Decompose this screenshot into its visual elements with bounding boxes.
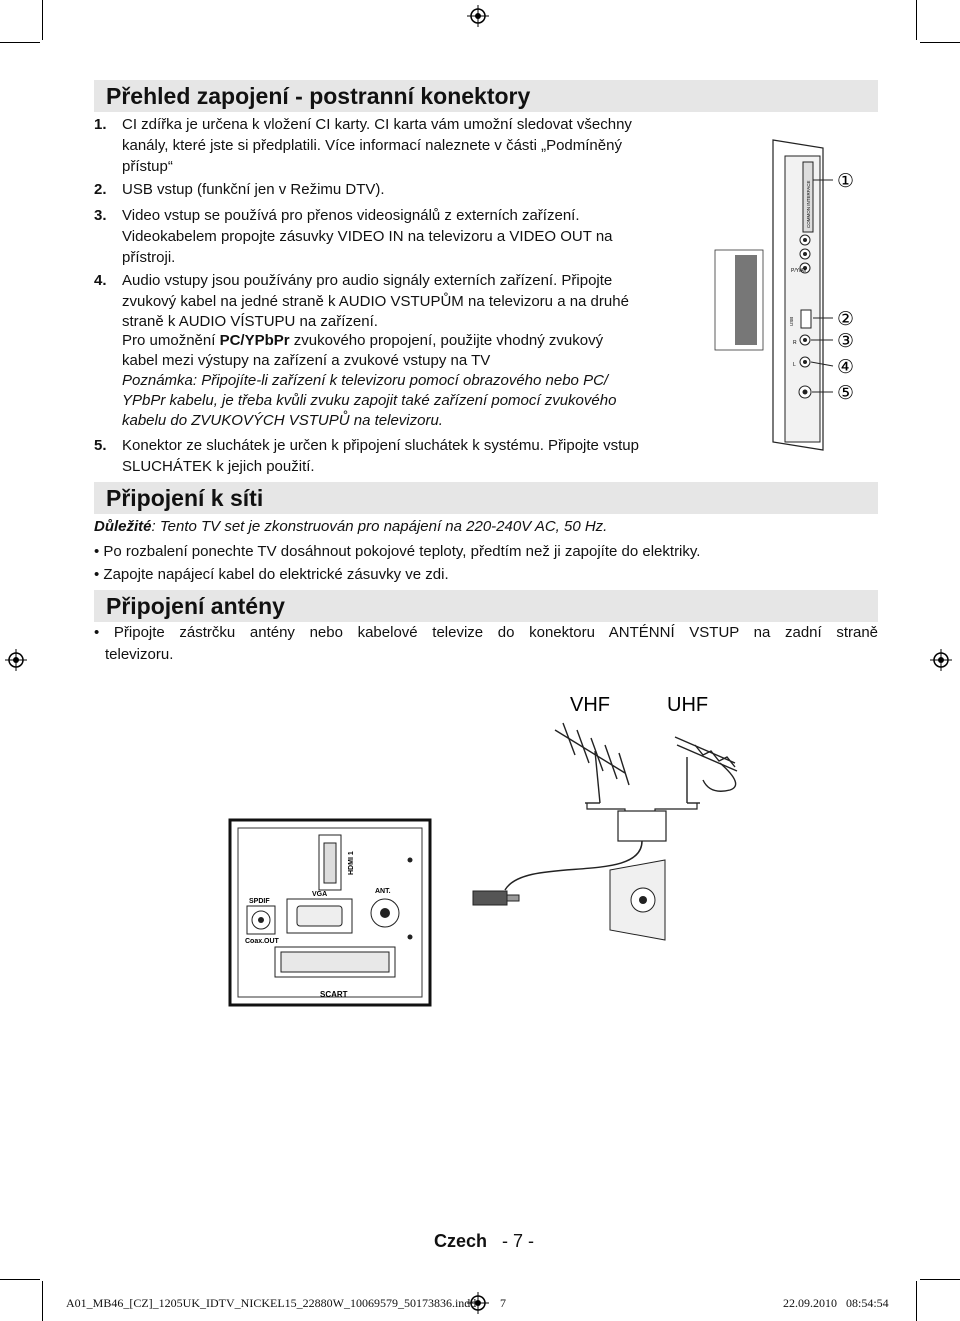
coax-plug-icon xyxy=(473,891,519,905)
registration-mark-icon xyxy=(467,5,489,27)
italic-note: Poznámka: Připojíte-li zařízení k televizoru pomocí obrazového nebo PC/ xyxy=(122,372,609,389)
important-text: : Tento TV set je zkonstruován pro napájení na 220-240V AC, 50 Hz. xyxy=(151,518,608,535)
footer-timestamp: 22.09.2010 08:54:54 xyxy=(783,1296,889,1310)
item-text: přístup“ xyxy=(122,158,173,175)
item-text: přístroji. xyxy=(122,249,176,266)
l-label: L xyxy=(793,362,796,368)
crop-mark xyxy=(42,1281,43,1321)
bullet-item: • Po rozbalení ponechte TV dosáhnout pokojové teploty, předtím než ji zapojíte do elektriky. xyxy=(94,543,701,560)
crop-mark xyxy=(916,1281,917,1321)
uhf-label: UHF xyxy=(667,694,709,716)
pc-note-post: zvukového propojení, použijte vhodný zvukový xyxy=(289,332,604,349)
r-label: R xyxy=(793,340,797,346)
item-number: 4. xyxy=(94,272,107,289)
page-number: - 7 - xyxy=(502,1231,535,1251)
usb-label: USB xyxy=(789,316,794,326)
callout-2: ② xyxy=(837,309,855,330)
wall-socket-icon xyxy=(610,860,665,940)
pc-audio-note-line2: kabel mezi výstupy na zařízení a zvukové vstupy na TV xyxy=(122,352,491,369)
item-number: 1. xyxy=(94,116,107,133)
registration-mark-icon xyxy=(5,649,27,671)
vhf-antenna-icon xyxy=(555,723,629,803)
item-text: USB vstup (funkční jen v Režimu DTV). xyxy=(122,181,385,198)
uhf-antenna-icon xyxy=(675,737,737,803)
page-number-label xyxy=(434,1231,534,1252)
item-text: Videokabelem propojte zásuvky VIDEO IN na televizoru a VIDEO OUT na xyxy=(122,228,613,245)
bullet-item: • Připojte zástrčku antény nebo kabelové televize do konektoru ANTÉNNÍ VSTUP na zadní straně xyxy=(94,624,879,641)
item-text: straně k AUDIO VÍSTUPU na zařízení. xyxy=(122,313,378,330)
crop-mark xyxy=(0,42,40,43)
item-text: Konektor ze sluchátek je určen k připojení sluchátek k systému. Připojte vstup xyxy=(122,437,639,454)
spdif-label: SPDIF xyxy=(249,898,270,905)
pc-note-bold: PC/YPbPr xyxy=(219,332,290,349)
ant-label: ANT. xyxy=(375,888,391,895)
callout-4: ④ xyxy=(837,357,855,378)
crop-mark xyxy=(920,1279,960,1280)
callout-3: ③ xyxy=(837,331,855,352)
item-text: zvukový kabel na jedné straně k AUDIO VSTUPŮM na televizoru a na druhé xyxy=(122,293,629,310)
scart-label: SCART xyxy=(320,990,348,999)
item-text: CI zdířka je určena k vložení CI karty. CI karta vám umožní sledovat všechny xyxy=(122,116,632,133)
bullet-item: • Zapojte napájecí kabel do elektrické zásuvky ve zdi. xyxy=(94,566,449,583)
section-title-side-connectors: Přehled zapojení - postranní konektory xyxy=(106,83,531,109)
pc-audio-note xyxy=(122,330,603,351)
section-title-power: Připojení k síti xyxy=(106,485,264,511)
vhf-label: VHF xyxy=(570,694,610,716)
crop-mark xyxy=(42,0,43,40)
bullet-text: Po rozbalení ponechte TV dosáhnout pokojové teploty, předtím než ji zapojíte do elektriky. xyxy=(103,543,701,560)
italic-note: YPbPr kabelu, je třeba kvůli zvuku zapojit také zařízení pomocí zvukového xyxy=(122,392,617,409)
item-number: 2. xyxy=(94,181,107,198)
bullet-text: Připojte zástrčku antény nebo kabelové televize do konektoru ANTÉNNÍ VSTUP na zadní straně xyxy=(113,624,879,641)
ci-label: COMMON INTERFACE xyxy=(806,180,811,228)
pyv-label: P/Y/AV xyxy=(791,268,807,274)
important-label: Důležité xyxy=(94,518,152,535)
antenna-connection-diagram xyxy=(225,685,785,1035)
registration-mark-icon xyxy=(930,649,952,671)
bullet-continuation: televizoru. xyxy=(105,646,174,663)
item-text: Audio vstupy jsou používány pro audio signály externích zařízení. Připojte xyxy=(122,272,613,289)
bullet-text: Zapojte napájecí kabel do elektrické zásuvky ve zdi. xyxy=(103,566,449,583)
item-text: SLUCHÁTEK k jejich použití. xyxy=(122,458,315,475)
pc-note-pre: Pro umožnění xyxy=(122,332,220,349)
crop-mark xyxy=(920,42,960,43)
important-note xyxy=(94,516,607,537)
item-number: 3. xyxy=(94,207,107,224)
section-title-antenna: Připojení antény xyxy=(106,593,285,619)
side-connector-panel-illustration xyxy=(705,130,875,455)
callout-5: ⑤ xyxy=(837,383,855,404)
crop-mark xyxy=(916,0,917,40)
item-text: kanály, které jste si předplatili. Více informací naleznete v části „Podmíněný xyxy=(122,137,622,154)
crop-mark xyxy=(0,1279,40,1280)
language-label: Czech xyxy=(434,1231,488,1251)
callout-1: ① xyxy=(837,171,855,192)
item-number: 5. xyxy=(94,437,107,454)
italic-note: kabelu do ZVUKOVÝCH VSTUPŮ na televizoru. xyxy=(122,412,443,429)
footer-filename: A01_MB46_[CZ]_1205UK_IDTV_NICKEL15_22880W_10069579_50173836.indd xyxy=(66,1296,477,1310)
hdmi-label: HDMI 1 xyxy=(348,851,355,875)
tv-back-panel xyxy=(230,820,430,1005)
coax-out-label: Coax.OUT xyxy=(245,938,279,945)
footer-file-page: 7 xyxy=(500,1296,506,1310)
item-text: Video vstup se používá pro přenos videosignálů z externích zařízení. xyxy=(122,207,580,224)
vga-label: VGA xyxy=(312,891,328,898)
